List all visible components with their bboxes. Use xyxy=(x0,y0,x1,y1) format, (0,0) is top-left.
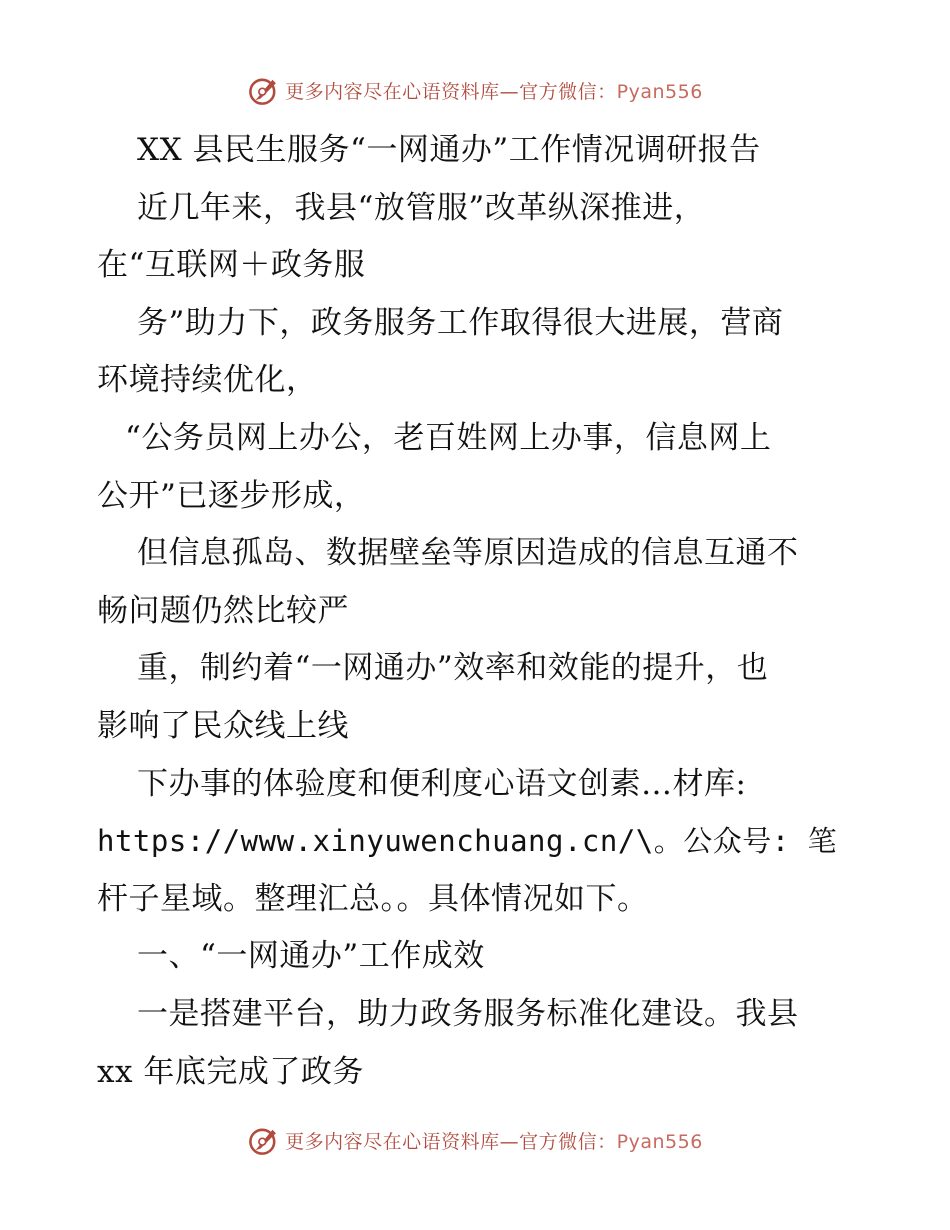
header-watermark xyxy=(0,70,950,110)
document-title: XX 县民生服务“一网通办”工作情况调研报告 xyxy=(137,132,761,168)
text-line: 重，制约着“一网通办”效率和效能的提升，也 xyxy=(137,650,769,687)
feather-pen-seal-icon xyxy=(247,73,281,107)
watermark-text: 更多内容尽在心语资料库—官方微信：Pyan556 xyxy=(285,1130,703,1153)
text-line: “公务员网上办公，老百姓网上办事，信息网上 xyxy=(125,419,772,456)
text-line: xx 年底完成了政务 xyxy=(97,1053,364,1090)
section-heading: 一、“一网通办”工作成效 xyxy=(137,938,485,975)
text-line: 畅问题仍然比较严 xyxy=(97,592,349,629)
feather-pen-seal-icon xyxy=(247,1123,281,1157)
text-line: 一是搭建平台，助力政务服务标准化建设。我县 xyxy=(137,995,799,1032)
footer-watermark xyxy=(0,1120,950,1160)
url-line: https://www.xinyuwenchuang.cn/\。公众号: 笔 xyxy=(97,824,838,859)
watermark-text: 更多内容尽在心语资料库—官方微信：Pyan556 xyxy=(285,80,703,103)
text-line: 公开”已逐步形成， xyxy=(97,477,366,514)
text-line: 环境持续优化， xyxy=(97,362,318,399)
text-line: 影响了民众线上线 xyxy=(97,707,349,744)
text-line: 务”助力下，政务服务工作取得很大进展，营商 xyxy=(137,304,784,341)
text-line: 在“互联网＋政务服 xyxy=(97,247,366,284)
text-line: 杆子星域。整理汇总。。具体情况如下。 xyxy=(97,880,649,917)
wechat-id: Pyan556 xyxy=(616,1130,703,1153)
wechat-id: Pyan556 xyxy=(616,80,703,103)
text-line: 下办事的体验度和便利度心语文创素…材库: xyxy=(137,765,747,802)
text-line: 但信息孤岛、数据壁垒等原因造成的信息互通不 xyxy=(137,535,799,572)
document-body xyxy=(97,122,857,1101)
text-line: 近几年来，我县“放管服”改革纵深推进， xyxy=(137,189,706,226)
